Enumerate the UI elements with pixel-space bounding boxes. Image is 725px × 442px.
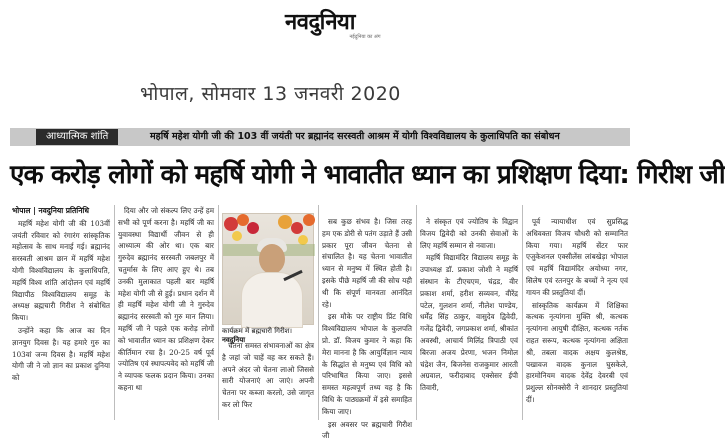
article-column-1 [12, 205, 110, 420]
dateline: भोपाल, सोमवार 13 जनवरी 2020 [140, 83, 401, 105]
paragraph: सांस्कृतिक कार्यक्रम में शिक्षिका कत्थक नृत्यांगना मुक्ति श्री, कत्थक नृत्यांगना आयुषी दीक्षित, कत्थक नर्तक राहत सरूप, कत्थक नृत्यांगना अक्षिता श्री, तबला वादक अक्षय कुलश्रेष्ठ, पखावज वादक कुनाल घुसकेले, हारमोनियम वादक देवेंद्र देवरबी एवं प्रशुल्ल सोनक्सेरी ने शानदार प्रस्तुतियां दीं। [526, 300, 628, 404]
paragraph: महर्षि महेश योगी जी की 103वीं जयंती रविवार को रंगारंग सांस्कृतिक महोत्सव के साथ मनाई गई। ब्रह्मानंद सरस्वती आश्रम छान में महर्षि महेश योगी विश्वविद्यालय के कुलाधिपति, महर्षि विश्व शांति आंदोलन एवं महर्षि विद्यापीठ विश्वविद्यालय समूह के अध्यक्ष ब्रह्मचारी गिरीश ने संबोधित किया। [12, 218, 110, 323]
section-tag: आध्यात्मिक शांति [36, 129, 118, 145]
column-rule [318, 205, 319, 420]
column-rule [416, 205, 417, 420]
article-column-2 [118, 205, 214, 420]
paragraph: दिया और जो संकल्प लिए उन्हें हम सभी को पूर्ण करना है। महर्षि जी का युवावस्था विद्यार्थी जीवन से ही आध्यात्म की ओर था। एक बार गुरुदेव ब्रह्मानंद सरस्वती जबलपुर में चतुर्मास के लिए आए हुए थे। तब उनकी मुलाकात पहली बार महर्षि महेश योगी जी से हुई। प्रधान दर्शन में ही महर्षि महेश योगी जी ने गुरुदेव ब्रह्मानंद सरस्वती को गुरु मान लिया। महर्षि जी ने पहले एक करोड़ लोगों को भावातीत ध्यान का प्रशिक्षण देकर कीर्तिमान रचा है। 20-25 वर्ष पूर्व ज्योतिष एवं स्थापत्यवेद को महर्षि जी ने व्यापक फलक प्रदान किया। उनका कहना था [118, 206, 214, 392]
kicker-headline: महर्षि महेश योगी जी की 103 वीं जयंती पर ब्रह्मानंद सरस्वती आश्रम में योगी विश्वविद्यालय के कुलाधिपति का संबोधन [150, 131, 560, 142]
paragraph: इस मौके पर राष्ट्रीय प्रिंट विधि विश्वविद्यालय भोपाल के कुलपति प्रो. डॉ. विजय कुमार ने कहा कि मेरा मानना है कि आयुर्विज्ञान न्याय के सिद्धांत से मनुष्य एवं विधि को परिभाषित किया जाए। इससे समस्त महत्वपूर्ण तथ्य यह है कि विधि के पाठ्यक्रमों में इसे समाहित किया जाए। [322, 312, 412, 416]
article-column-4 [420, 216, 518, 431]
photo-caption [222, 327, 314, 344]
paragraph: ने संस्कृत एवं ज्योतिष के विद्वान विजय द्विवेदी को उनकी सेवाओं के लिए महर्षि सम्मान से नवाजा। [420, 217, 518, 250]
paragraph: महर्षि विद्यामंदिर विद्यालय समूह के उपाध्यक्ष डॉ. प्रकाश जोशी ने महर्षि संस्थान के टीएचएम, चंद्रड, वीर प्रकाश शर्मा, हरीश सव्यवन, वीरेंद्र पटेल, गुलशन शर्मा, नीलेश पाण्डेय, धर्मेंद्र सिंह ठाकुर, वासुदेव द्विवेदी, गजेंद्र द्विवेदी, जगप्रकाश शर्मा, श्रीकांत अवस्थी, आचार्य मिलिंद्र त्रिपाठी एवं बिरजा अजय प्रेरणा, भजन निमोल चंद्रेश जैन, बिजनेस राजकुमार आरती अग्रवाल, फरीदाबाद एक्सेसर ईपी तिवारी, [420, 253, 518, 393]
paragraph: चेतना समस्त संभावनाओं का क्षेत्र है जहां जो चाहें वह कर सकते हैं। अपने अंदर जो चेतना लाओ जिससे सारी योजनाएं आ जाएं। अपनी चेतना पर कब्जा करलो, उसे जागृत कर लो फिर [222, 341, 314, 409]
paragraph: पूर्व न्यायाधीश एवं सुप्रसिद्ध अधिवक्ता विजय चौधरी को सम्मानित किया गया। महर्षि सेंटर फार एजुकेशनल एक्सीलेंस लांबखेड़ा भोपाल एवं महर्षि विद्यामंदिर अयोध्या नगर, सिलेष एवं रतनपुर के बच्चों ने नृत्य एवं गायन की प्रस्तुतियां दीं। [526, 217, 628, 297]
column-rule [218, 205, 219, 420]
newspaper-tagline: नईदुनिया का अंग [349, 34, 381, 40]
caption-text: कार्यक्रम में ब्रह्मचारी गिरीश। [222, 327, 293, 335]
paragraph: उन्होंने कहा कि आज का दिन ज्ञानयुग दिवस है। यह हमारे गुरु का 103वां जन्म दिवस है। महर्षि महेश योगी जी ने जो ज्ञान का प्रकाश दुनिया को [12, 325, 110, 383]
article-column-5 [526, 216, 628, 431]
main-headline: एक करोड़ लोगों को महर्षि योगी ने भावातीत ध्यान का प्रशिक्षण दिया: गिरीश जी [10, 160, 725, 190]
column-rule [114, 205, 115, 420]
newspaper-logo: नवदुनिया [285, 10, 355, 35]
caption-credit: नवदुनिया [222, 336, 246, 344]
article-column-3 [322, 216, 412, 441]
speaker-photo [222, 213, 314, 325]
article-column-photo-below [222, 340, 314, 420]
paragraph: इस अवसर पर ब्रह्मचारी गिरीश जी [322, 419, 412, 441]
column-rule [522, 205, 523, 420]
byline: भोपाल | नवदुनिया प्रतिनिधि [12, 206, 89, 215]
paragraph: सब कुछ संभव है। जिस तरह हम एक डोरी से पतंग उड़ाते हैं उसी प्रकार पूरा जीवन चेतना से संचालित है। यह चेतना भावातीत ध्यान से मनुष्य में स्थित होती है। इसके पीछे महर्षि जी की सोच यही थी कि संपूर्ण मानवता आनंदित रहे। [322, 217, 412, 309]
person-body [241, 272, 303, 328]
masthead [0, 6, 640, 40]
section-bar [10, 128, 630, 146]
person-head [259, 244, 285, 274]
